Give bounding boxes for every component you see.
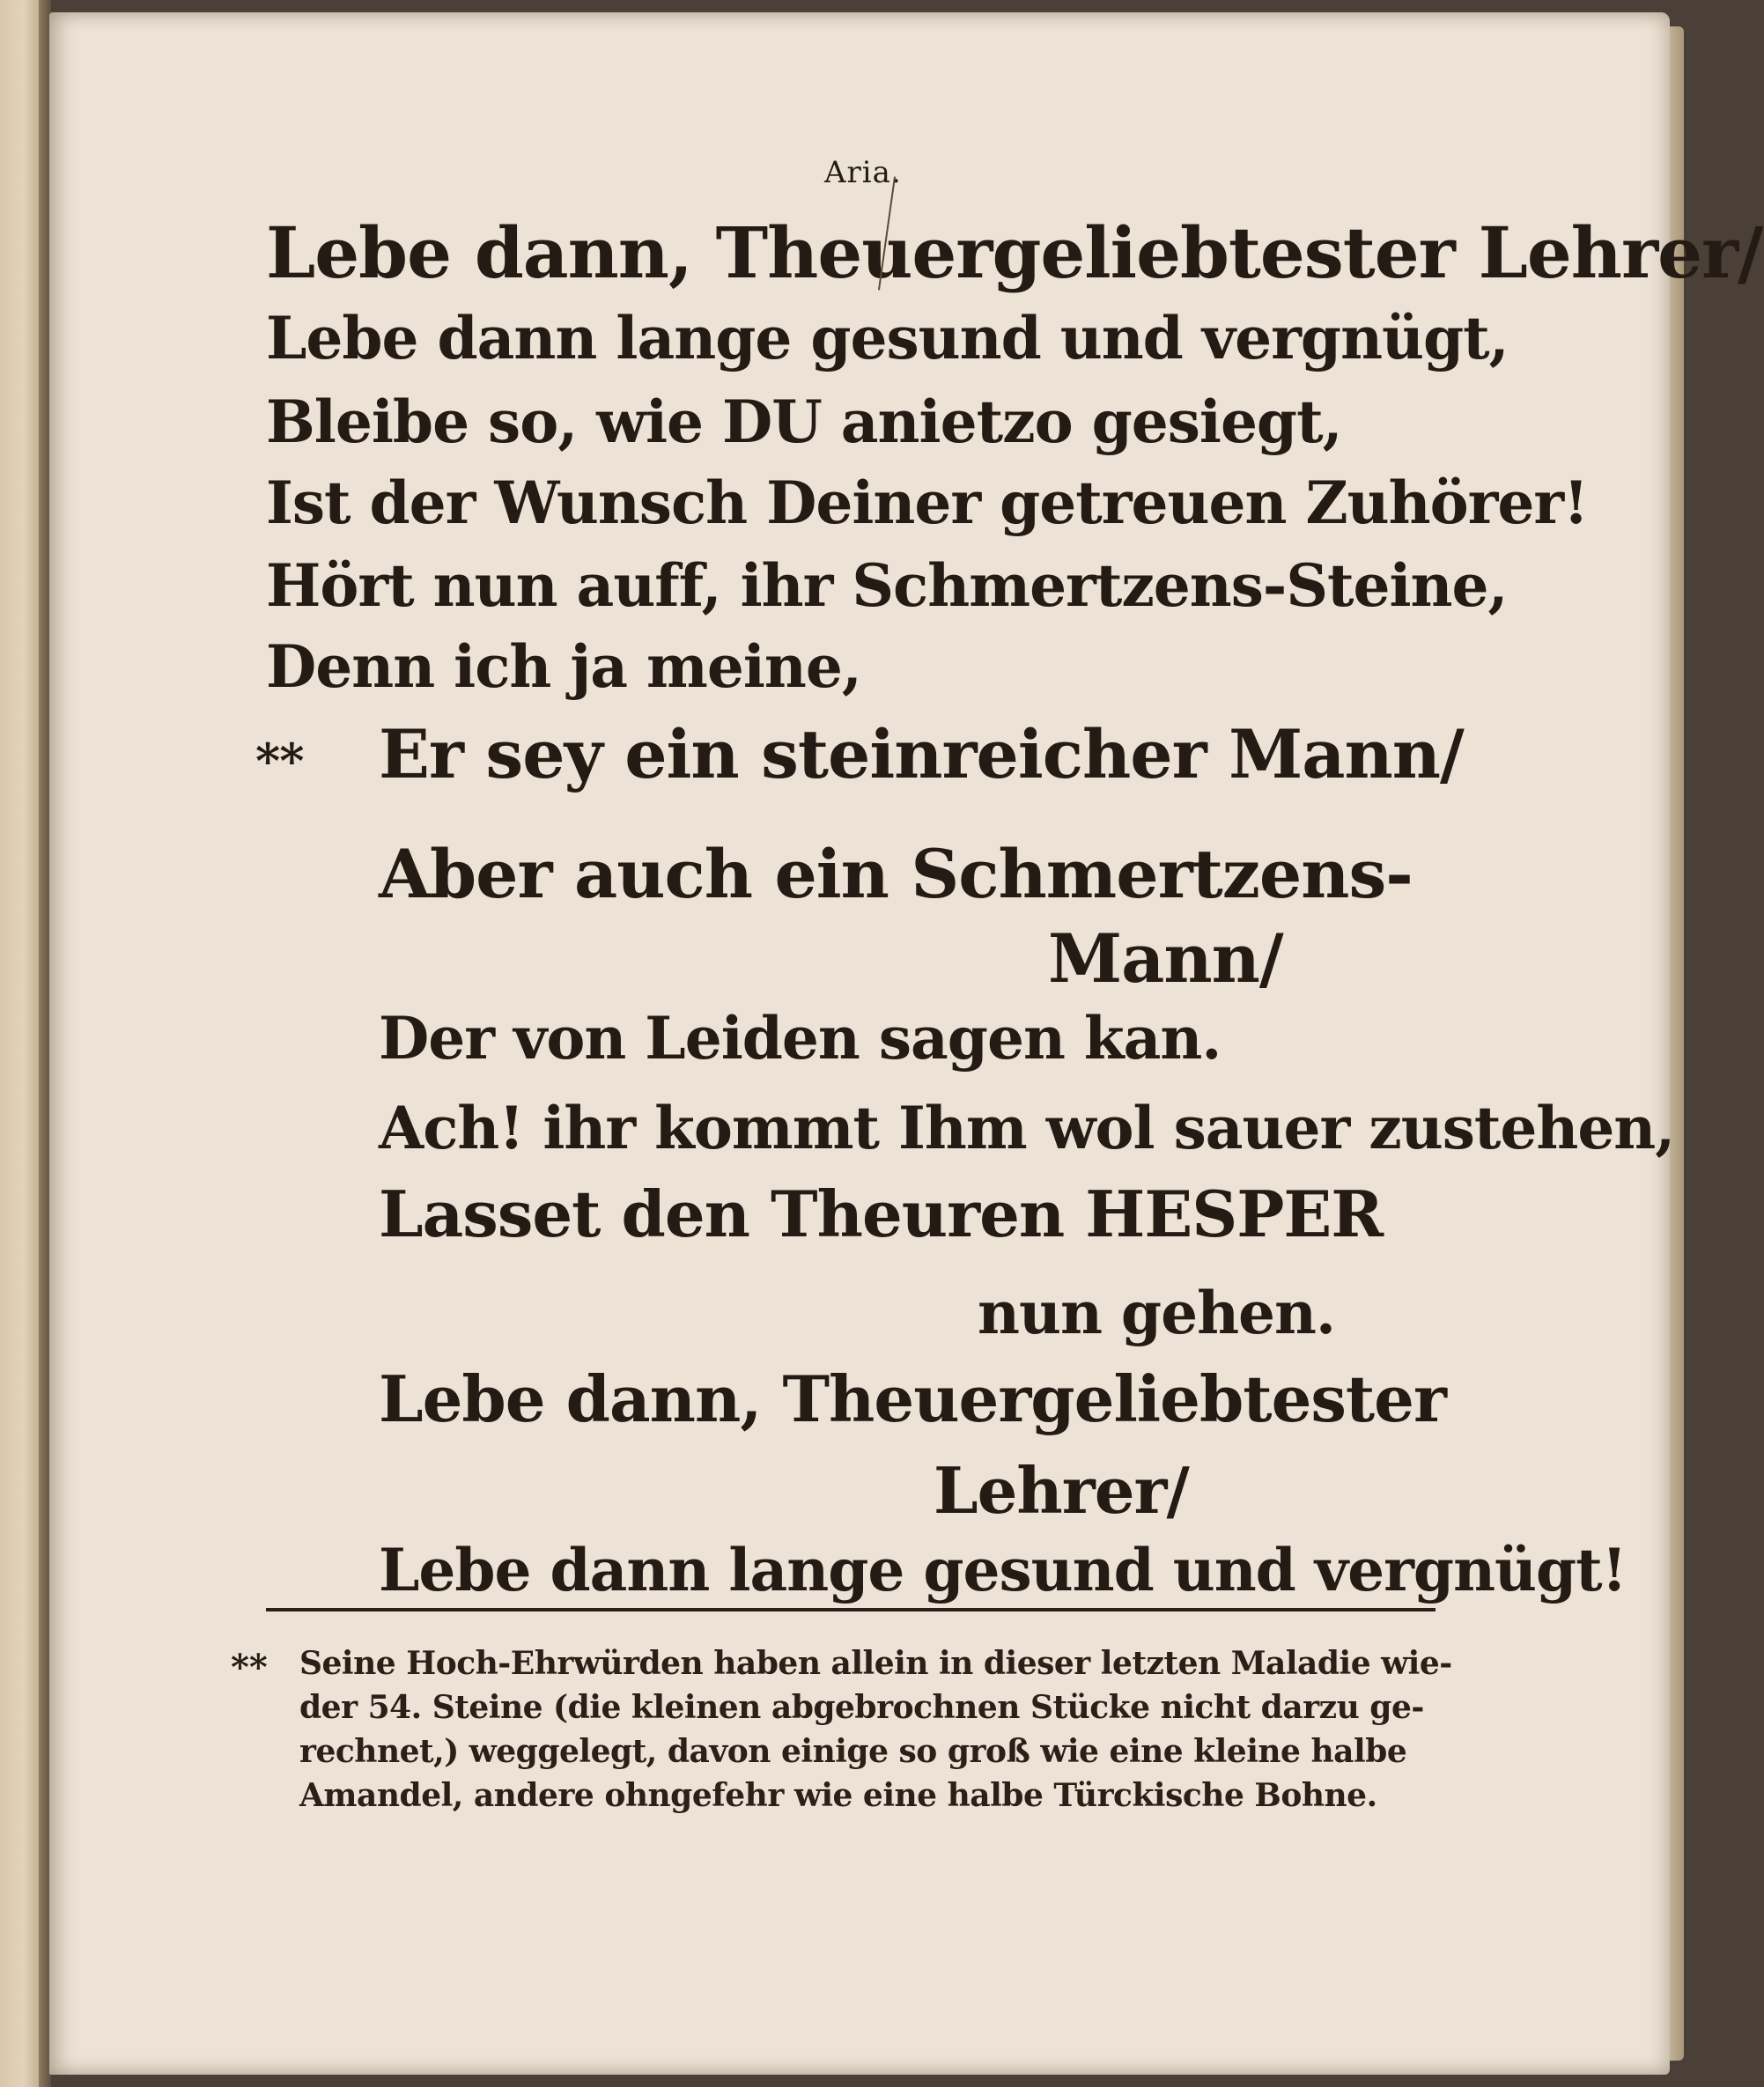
footnote-marker: ** (231, 1647, 268, 1688)
footnote-line-3: rechnet,) weggelegt, davon einige so groß wie eine kleine halbe (299, 1733, 1407, 1770)
verse-line-6: Denn ich ja meine, (266, 632, 861, 701)
footnote-line-2: der 54. Steine (die kleinen abgebrochnen Stücke nicht darzu ge- (299, 1689, 1424, 1726)
verse-line-1: Lebe dann, Theuergeliebtester Lehrer/ (266, 211, 1763, 294)
verse-line-9: Mann/ (1048, 919, 1283, 998)
footnote-reference-mark: ** (255, 733, 304, 789)
verse-line-13: nun gehen. (978, 1279, 1336, 1347)
verse-line-12: Lasset den Theuren HESPER (379, 1176, 1384, 1251)
verse-line-3: Bleibe so, wie DU anietzo gesiegt, (266, 387, 1342, 456)
verse-line-11: Ach! ihr kommt Ihm wol sauer zustehen, (379, 1094, 1675, 1162)
verse-line-5: Hört nun auff, ihr Schmertzens-Steine, (266, 551, 1508, 620)
verse-line-15: Lehrer/ (934, 1453, 1189, 1528)
aria-heading: Aria. (824, 155, 902, 190)
verse-line-4: Ist der Wunsch Deiner getreuen Zuhörer! (266, 468, 1589, 537)
footnote-line-1: Seine Hoch-Ehrwürden haben allein in dieser letzten Maladie wie- (299, 1645, 1452, 1682)
footnote-divider (266, 1608, 1436, 1611)
footnote-line-4: Amandel, andere ohngefehr wie eine halbe Türckische Bohne. (299, 1777, 1377, 1814)
verse-line-14: Lebe dann, Theuergeliebtester (379, 1361, 1446, 1436)
verse-line-16: Lebe dann lange gesund und vergnügt! (379, 1536, 1627, 1604)
verse-line-2: Lebe dann lange gesund und vergnügt, (266, 304, 1509, 372)
verse-line-7: Er sey ein steinreicher Mann/ (379, 715, 1464, 793)
verse-line-10: Der von Leiden sagen kan. (379, 1004, 1222, 1073)
verse-line-8: Aber auch ein Schmertzens- (379, 835, 1413, 913)
